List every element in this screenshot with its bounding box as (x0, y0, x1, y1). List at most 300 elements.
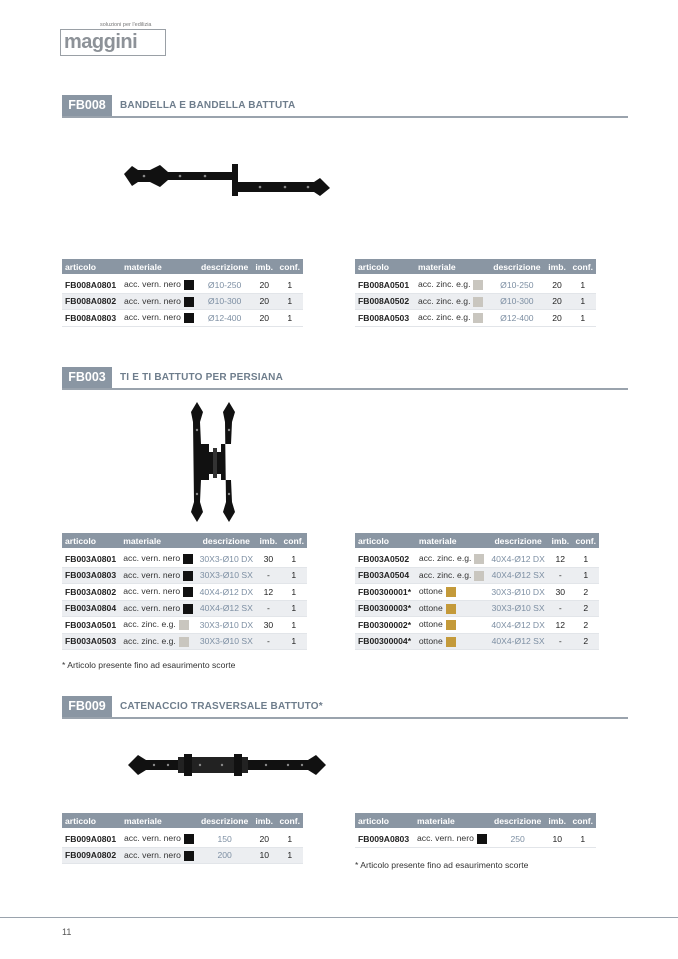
cell-articolo-text: FB008A0502 (358, 296, 410, 307)
cell-materiale-text: acc. vern. nero (124, 295, 181, 306)
cell-articolo-text: FB003A0802 (65, 586, 117, 597)
cell-descrizione (196, 633, 256, 650)
cell-imb-text: 30 (263, 619, 274, 630)
cell-descrizione-text: Ø10-250 (207, 279, 242, 290)
cell-materiale (121, 847, 197, 864)
col-conf: conf. (569, 813, 596, 828)
cell-materiale (416, 551, 488, 567)
brand-logo (60, 22, 166, 58)
cell-imb-text: 20 (259, 279, 269, 290)
cell-descrizione (197, 847, 252, 864)
cell-materiale-text: ottone (418, 602, 443, 613)
cell-imb (256, 584, 280, 601)
color-swatch (184, 313, 194, 323)
cell-conf-text: 1 (287, 279, 293, 290)
cell-materiale (121, 277, 197, 293)
cell-articolo-text: FB003A0502 (358, 553, 410, 564)
cell-descrizione (489, 310, 545, 327)
catenaccio-bolt-image (126, 750, 328, 780)
col-imb: imb. (252, 259, 276, 274)
color-swatch (446, 587, 456, 597)
cell-articolo (355, 551, 416, 567)
table-row (355, 633, 599, 650)
cell-descrizione-text: 30X3-Ø10 SX (199, 636, 253, 647)
col-imb: imb. (545, 813, 569, 828)
col-conf: conf. (569, 259, 596, 274)
cell-conf-text: 1 (291, 619, 297, 630)
col-materiale: materiale (415, 259, 489, 274)
cell-materiale (120, 617, 196, 634)
cell-articolo (62, 277, 121, 293)
cell-imb (548, 600, 572, 617)
cell-imb-text: 12 (555, 553, 566, 564)
table-row (355, 277, 596, 293)
cell-materiale (120, 551, 196, 567)
col-articolo: articolo (355, 259, 415, 274)
cell-conf-text: 1 (287, 833, 293, 844)
col-conf: conf. (276, 813, 303, 828)
cell-conf (276, 847, 303, 864)
cell-materiale (416, 617, 488, 634)
color-swatch (184, 834, 194, 844)
col-imb: imb. (252, 813, 276, 828)
cell-conf-text: 1 (291, 603, 297, 614)
logo-tagline: soluzioni per l'edilizia (100, 22, 152, 28)
table-row (62, 293, 303, 310)
cell-imb-text: 20 (259, 296, 269, 307)
cell-descrizione (196, 600, 256, 617)
table-row (62, 551, 307, 567)
product-table-fb003-right (355, 533, 599, 650)
cell-imb-text: - (558, 636, 562, 647)
cell-articolo-text: FB00300003* (358, 603, 412, 614)
cell-articolo-text: FB008A0801 (65, 279, 117, 290)
cell-articolo (62, 567, 120, 584)
cell-materiale-text: acc. zinc. e.g. (123, 635, 176, 646)
color-swatch (184, 297, 194, 307)
col-descrizione: descrizione (197, 813, 252, 828)
cell-materiale-text: acc. zinc. e.g. (417, 295, 471, 306)
table-row (62, 277, 303, 293)
section-title: CATENACCIO TRASVERSALE BATTUTO* (120, 701, 323, 712)
cell-conf-text: 1 (291, 553, 297, 564)
table-row (355, 567, 599, 584)
cell-conf-text: 1 (583, 553, 589, 564)
cell-descrizione (490, 831, 545, 847)
cell-conf (276, 831, 303, 847)
section-header-fb008 (62, 95, 628, 118)
col-materiale: materiale (416, 533, 488, 548)
cell-descrizione-text: 40X4-Ø12 SX (491, 636, 545, 647)
col-articolo: articolo (62, 533, 120, 548)
product-table-fb008-left (62, 259, 303, 327)
cell-materiale-text: acc. vern. nero (123, 553, 181, 564)
cell-articolo (62, 600, 120, 617)
cell-imb (548, 633, 572, 650)
cell-imb-text: - (558, 570, 562, 581)
cell-conf (276, 277, 303, 293)
section-title: TI E TI BATTUTO PER PERSIANA (120, 372, 284, 383)
cell-descrizione-text: 40X4-Ø12 DX (491, 553, 545, 564)
color-swatch (474, 571, 484, 581)
cell-imb-text: - (558, 603, 562, 614)
col-conf: conf. (280, 533, 307, 548)
cell-imb-text: 20 (552, 279, 562, 290)
cell-conf (280, 584, 307, 601)
cell-imb (252, 847, 276, 864)
table-row (355, 831, 596, 847)
stock-note: * Articolo presente fino ad esaurimento scorte (62, 660, 236, 670)
table-row (355, 584, 599, 601)
cell-imb (545, 277, 570, 293)
col-descrizione: descrizione (488, 533, 548, 548)
cell-imb-text: 12 (555, 619, 566, 630)
cell-materiale-text: acc. vern. nero (124, 279, 181, 290)
col-articolo: articolo (62, 813, 121, 828)
cell-conf-text: 1 (291, 570, 297, 581)
cell-descrizione-text: 40X4-Ø12 SX (199, 603, 253, 614)
cell-materiale-text: acc. zinc. e.g. (418, 553, 472, 564)
cell-articolo-text: FB009A0801 (65, 833, 117, 844)
cell-materiale (120, 600, 196, 617)
cell-imb (256, 567, 280, 584)
cell-descrizione-text: Ø10-300 (500, 296, 534, 307)
section-header-fb009 (62, 696, 628, 719)
cell-descrizione (489, 277, 545, 293)
table-row (62, 617, 307, 634)
cell-articolo (355, 584, 416, 601)
cell-descrizione-text: Ø10-250 (500, 279, 534, 290)
cell-conf-text: 1 (580, 833, 586, 844)
cell-materiale (416, 584, 488, 601)
cell-conf (572, 617, 599, 634)
cell-articolo (355, 567, 416, 584)
color-swatch (477, 834, 487, 844)
col-imb: imb. (545, 259, 570, 274)
cell-articolo-text: FB00300004* (358, 636, 412, 647)
cell-articolo (355, 600, 416, 617)
cell-imb (548, 584, 572, 601)
cell-descrizione-text: 30X3-Ø10 DX (491, 586, 545, 597)
cell-materiale-text: acc. zinc. e.g. (417, 312, 471, 323)
cell-descrizione-text: 200 (217, 850, 232, 861)
cell-imb-text: - (266, 570, 270, 581)
cell-imb-text: 12 (263, 586, 274, 597)
cell-conf (280, 633, 307, 650)
cell-conf (276, 310, 303, 327)
cell-articolo-text: FB008A0501 (358, 279, 410, 290)
cell-articolo (62, 617, 120, 634)
cell-materiale (120, 567, 196, 584)
cell-articolo (62, 831, 121, 847)
cell-materiale-text: acc. vern. nero (123, 602, 181, 613)
cell-descrizione (488, 584, 548, 601)
color-swatch (446, 637, 456, 647)
color-swatch (473, 313, 483, 323)
cell-descrizione (488, 617, 548, 634)
cell-materiale-text: acc. vern. nero (123, 586, 181, 597)
cell-conf-text: 1 (291, 586, 297, 597)
cell-descrizione (197, 310, 252, 327)
col-imb: imb. (256, 533, 280, 548)
color-swatch (473, 297, 483, 307)
col-descrizione: descrizione (489, 259, 545, 274)
cell-imb-text: 30 (263, 553, 274, 564)
cell-materiale (121, 310, 197, 327)
color-swatch (473, 280, 483, 290)
col-materiale: materiale (120, 533, 196, 548)
cell-descrizione-text: 30X3-Ø10 SX (199, 570, 253, 581)
cell-imb (256, 617, 280, 634)
cell-conf (572, 633, 599, 650)
col-materiale: materiale (414, 813, 490, 828)
cell-materiale-text: acc. vern. nero (123, 569, 181, 580)
cell-articolo-text: FB009A0803 (358, 833, 410, 844)
table-row (62, 831, 303, 847)
product-table-fb009-right (355, 813, 596, 848)
cell-descrizione-text: 30X3-Ø10 DX (199, 553, 254, 564)
table-row (62, 310, 303, 327)
cell-conf-text: 1 (580, 312, 586, 323)
cell-conf (572, 551, 599, 567)
cell-conf (276, 293, 303, 310)
color-swatch (183, 554, 193, 564)
cell-imb (256, 633, 280, 650)
product-table-fb003-left (62, 533, 307, 650)
cell-conf (569, 831, 596, 847)
cell-conf-text: 2 (583, 636, 589, 647)
cell-conf (280, 617, 307, 634)
logo-box (60, 29, 166, 56)
cell-articolo (355, 293, 415, 310)
col-conf: conf. (572, 533, 599, 548)
cell-imb (256, 600, 280, 617)
cell-materiale (120, 584, 196, 601)
cell-conf-text: 1 (291, 636, 297, 647)
cell-articolo-text: FB003A0803 (65, 570, 117, 581)
col-materiale: materiale (121, 259, 197, 274)
cell-imb-text: 10 (552, 833, 562, 844)
cell-imb (548, 567, 572, 584)
col-descrizione: descrizione (490, 813, 545, 828)
cell-materiale-text: ottone (418, 635, 443, 646)
cell-descrizione-text: 30X3-Ø10 DX (199, 619, 254, 630)
color-swatch (184, 280, 194, 290)
cell-descrizione (197, 293, 252, 310)
col-conf: conf. (276, 259, 303, 274)
cell-imb (545, 831, 569, 847)
cell-descrizione-text: Ø10-300 (207, 296, 242, 307)
cell-materiale (121, 293, 197, 310)
section-code: FB009 (62, 696, 112, 717)
page-number: 11 (62, 927, 72, 937)
cell-imb (548, 551, 572, 567)
col-articolo: articolo (355, 813, 414, 828)
cell-conf-text: 1 (287, 296, 293, 307)
cell-articolo (355, 617, 416, 634)
cell-descrizione (488, 551, 548, 567)
cell-conf (280, 600, 307, 617)
cell-conf (569, 310, 596, 327)
color-swatch (446, 620, 456, 630)
cell-imb-text: 10 (259, 850, 269, 861)
table-row (355, 293, 596, 310)
cell-articolo-text: FB008A0503 (358, 312, 410, 323)
cell-articolo (62, 584, 120, 601)
cell-materiale (415, 310, 489, 327)
cell-imb-text: 20 (259, 312, 269, 323)
cell-descrizione-text: 250 (510, 833, 525, 844)
color-swatch (183, 604, 193, 614)
cell-materiale-text: acc. vern. nero (417, 833, 474, 844)
table-row (62, 633, 307, 650)
section-code: FB008 (62, 95, 112, 116)
cell-descrizione (196, 567, 256, 584)
cell-imb-text: 20 (552, 296, 562, 307)
cell-descrizione (196, 551, 256, 567)
cell-conf (280, 551, 307, 567)
color-swatch (183, 587, 193, 597)
cell-imb (545, 293, 570, 310)
cell-conf-text: 1 (287, 312, 293, 323)
cell-materiale-text: acc. vern. nero (124, 833, 181, 844)
cell-conf-text: 2 (583, 603, 589, 614)
cell-conf-text: 2 (583, 586, 589, 597)
cell-articolo-text: FB00300001* (358, 586, 412, 597)
cell-materiale (121, 831, 197, 847)
col-materiale: materiale (121, 813, 197, 828)
section-title: BANDELLA E BANDELLA BATTUTA (120, 100, 296, 111)
cell-conf (572, 567, 599, 584)
cell-conf-text: 2 (583, 619, 589, 630)
section-header-fb003 (62, 367, 628, 390)
cell-articolo (62, 551, 120, 567)
color-swatch (446, 604, 456, 614)
cell-imb-text: - (266, 636, 270, 647)
cell-conf (572, 584, 599, 601)
cell-imb (252, 310, 276, 327)
col-imb: imb. (548, 533, 572, 548)
table-row (62, 584, 307, 601)
cell-descrizione-text: 40X4-Ø12 DX (199, 586, 254, 597)
cell-articolo-text: FB003A0801 (65, 553, 117, 564)
cell-conf (569, 293, 596, 310)
color-swatch (183, 571, 193, 581)
cell-descrizione (197, 831, 252, 847)
color-swatch (474, 554, 484, 564)
cell-materiale (416, 633, 488, 650)
cell-articolo (355, 831, 414, 847)
cell-materiale (416, 567, 488, 584)
table-row (62, 847, 303, 864)
cell-materiale (120, 633, 196, 650)
color-swatch (184, 851, 194, 861)
product-table-fb008-right (355, 259, 596, 327)
table-row (355, 310, 596, 327)
cell-materiale-text: acc. zinc. e.g. (417, 279, 471, 290)
cell-articolo (355, 633, 416, 650)
stock-note: * Articolo presente fino ad esaurimento scorte (355, 860, 529, 870)
cell-materiale (416, 600, 488, 617)
table-row (355, 551, 599, 567)
cell-imb (252, 277, 276, 293)
cell-conf (569, 277, 596, 293)
cell-imb (256, 551, 280, 567)
col-articolo: articolo (355, 533, 416, 548)
cell-materiale (414, 831, 490, 847)
cell-imb (545, 310, 570, 327)
cell-articolo-text: FB009A0802 (65, 850, 117, 861)
cell-articolo-text: FB003A0503 (65, 636, 117, 647)
table-row (355, 617, 599, 634)
cell-materiale-text: acc. vern. nero (124, 849, 181, 860)
cell-articolo (62, 310, 121, 327)
cell-materiale (415, 277, 489, 293)
cell-imb (252, 293, 276, 310)
cell-articolo (62, 293, 121, 310)
cell-conf (280, 567, 307, 584)
cell-materiale-text: ottone (418, 619, 443, 630)
cell-conf (572, 600, 599, 617)
cell-articolo (62, 847, 121, 864)
cell-descrizione-text: 40X4-Ø12 SX (491, 570, 545, 581)
col-descrizione: descrizione (197, 259, 252, 274)
section-code: FB003 (62, 367, 112, 388)
cell-imb (548, 617, 572, 634)
cell-articolo-text: FB00300002* (358, 619, 412, 630)
cell-descrizione-text: Ø12-400 (500, 312, 534, 323)
color-swatch (179, 620, 189, 630)
cell-conf-text: 1 (583, 570, 589, 581)
table-row (62, 600, 307, 617)
cell-descrizione (196, 617, 256, 634)
bandella-hinge-image (120, 160, 332, 200)
footer-divider (0, 917, 678, 918)
cell-imb-text: 20 (552, 312, 562, 323)
cell-descrizione-text: 150 (217, 833, 232, 844)
cell-materiale-text: acc. vern. nero (124, 312, 181, 323)
cell-materiale-text: acc. zinc. e.g. (123, 619, 176, 630)
cell-articolo-text: FB003A0804 (65, 603, 117, 614)
cell-descrizione (489, 293, 545, 310)
cell-articolo-text: FB003A0504 (358, 570, 410, 581)
cell-materiale-text: ottone (418, 586, 443, 597)
cell-materiale (415, 293, 489, 310)
cell-imb-text: - (266, 603, 270, 614)
cell-imb-text: 30 (555, 586, 566, 597)
cell-conf-text: 1 (287, 850, 293, 861)
cell-materiale-text: acc. zinc. e.g. (418, 569, 472, 580)
cell-descrizione (488, 633, 548, 650)
cell-descrizione-text: Ø12-400 (207, 312, 242, 323)
cell-articolo (355, 277, 415, 293)
col-descrizione: descrizione (196, 533, 256, 548)
table-row (62, 567, 307, 584)
cell-descrizione (488, 600, 548, 617)
cell-descrizione (197, 277, 252, 293)
cell-descrizione-text: 40X4-Ø12 DX (491, 619, 545, 630)
cell-conf-text: 1 (580, 296, 586, 307)
cell-articolo (355, 310, 415, 327)
persiana-hinge-image (186, 400, 242, 525)
cell-descrizione (196, 584, 256, 601)
logo-name: maggini (64, 31, 138, 53)
cell-articolo (62, 633, 120, 650)
color-swatch (179, 637, 189, 647)
table-row (355, 600, 599, 617)
cell-imb-text: 20 (259, 833, 269, 844)
cell-descrizione-text: 30X3-Ø10 SX (491, 603, 545, 614)
